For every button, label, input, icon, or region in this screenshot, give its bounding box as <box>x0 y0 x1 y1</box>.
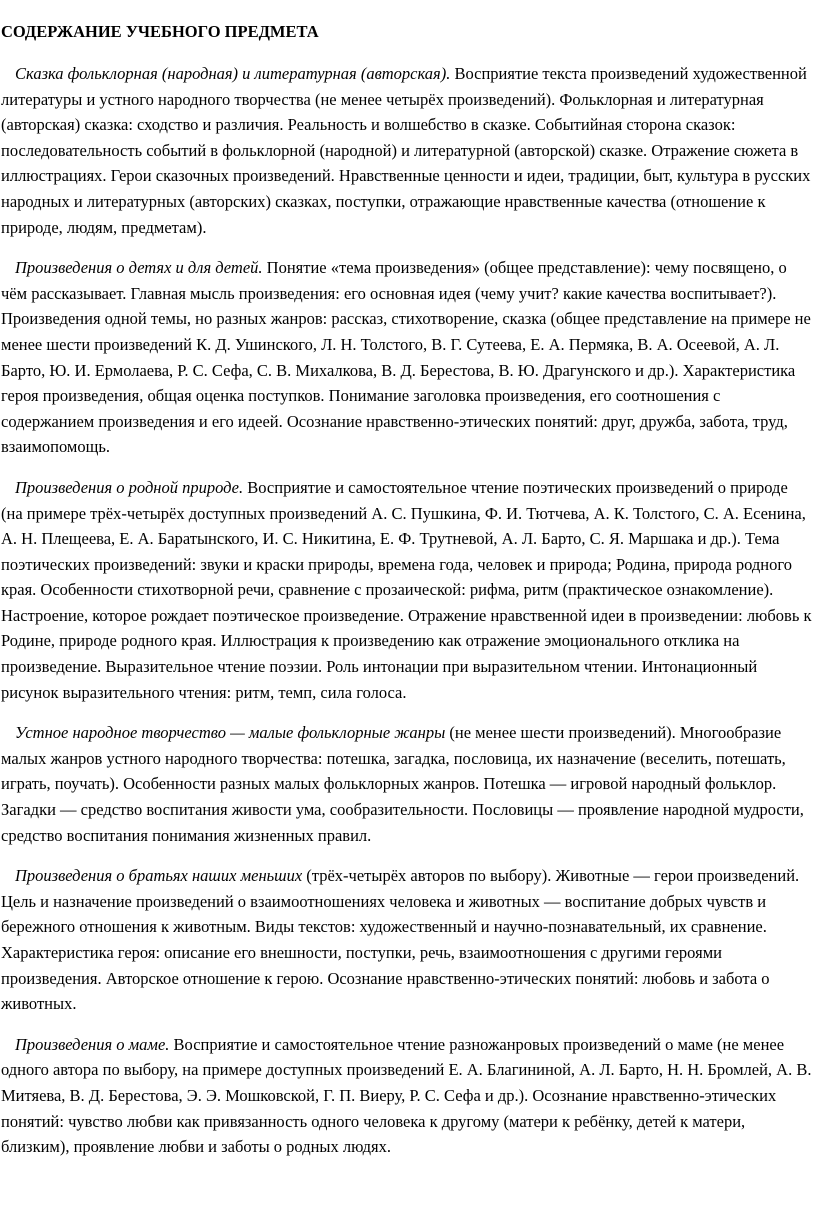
section-animals <box>1 863 812 1017</box>
section-text: Восприятие и самостоятельное чтение поэтических произведений о природе (на примере трёх-четырёх доступных произведений А. С. Пушкина, Ф. И. Тютчева, А. К. Толстого, С. А. Есенина, А. Н. Плещеева, Е. А. Баратынского, И. С. Никитина, Е. Ф. Трутневой, А. Л. Барто, С. Я. Маршака и др.). Тема поэтических произведений: звуки и краски природы, времена года, человек и природа; Родина, природа родного края. Особенности стихотворной речи, сравнение с прозаической: рифма, ритм (практическое ознакомление). Настроение, которое рождает поэтическое произведение. Отражение нравственной идеи в произведении: любовь к Родине, природе родного края. Иллюстрация к произведению как отражение эмоционального отклика на произведение. Выразительное чтение поэзии. Роль интонации при выразительном чтении. Интонационный рисунок выразительного чтения: ритм, темп, сила голоса. <box>1 477 812 702</box>
section-lead: Произведения о детях и для детей. <box>15 258 263 278</box>
section-lead: Устное народное творчество — малые фольклорные жанры <box>15 723 446 743</box>
section-text: (не менее шести произведений). Многообразие малых жанров устного народного творчества: потешка, загадка, пословица, их назначение (веселить, потешать, играть, поучать). Особенности разных малых фольклорных жанров. Потешка — игровой народный фольклор. Загадки — средство воспитания живости ума, сообразительности. Пословицы — проявление народной мудрости, средство воспитания понимания жизненных правил. <box>1 723 804 845</box>
section-lead: Сказка фольклорная (народная) и литературная (авторская). <box>15 64 451 83</box>
section-nature <box>1 475 812 705</box>
section-children <box>1 255 812 460</box>
section-fairy-tales <box>1 61 812 240</box>
section-folklore <box>1 720 812 848</box>
section-mother <box>1 1032 812 1160</box>
section-text: Восприятие текста произведений художественной литературы и устного народного творчества (не менее четырёх произведений). Фольклорная и литературная (авторская) сказка: сходство и различия. Реальность и волшебство в сказке. Событийная сторона сказок: последовательность событий в фольклорной (народной) и литературной (авторской) сказке. Отражение сюжета в иллюстрациях. Герои сказочных произведений. Нравственные ценности и идеи, традиции, быт, культура в русских народных и литературных (авторских) сказках, поступки, отражающие нравственные качества (отношение к природе, людям, предметам). <box>1 64 811 237</box>
section-lead: Произведения о маме. <box>15 1034 170 1054</box>
section-text: Восприятие и самостоятельное чтение разножанровых произведений о маме (не менее одного автора по выбору, на примере доступных произведений Е. А. Благининой, А. Л. Барто, Н. Н. Бромлей, А. В. Митяева, В. Д. Берестова, Э. Э. Мошковской, Г. П. Виеру, Р. С. Сефа и др.). Осознание нравственно-этических понятий: чувство любви как привязанность одного человека к другому (матери к ребёнку, детей к матери, близким), проявление любви и заботы о родных людях. <box>1 1034 812 1157</box>
section-text: Понятие «тема произведения» (общее представление): чему посвящено, о чём рассказывает. Главная мысль произведения: его основная идея (чему учит? какие качества воспитывает?). Произведения одной темы, но разных жанров: рассказ, стихотворение, сказка (общее представление на примере не менее шести произведений К. Д. Ушинского, Л. Н. Толстого, В. Г. Сутеева, Е. А. Пермяка, В. А. Осеевой, А. Л. Барто, Ю. И. Ермолаева, Р. С. Сефа, С. В. Михалкова, В. Д. Берестова, В. Ю. Драгунского и др.). Характеристика героя произведения, общая оценка поступков. Понимание заголовка произведения, его соотношения с содержанием произведения и его идеей. Осознание нравственно-этических понятий: друг, дружба, забота, труд, взаимопомощь. <box>1 258 811 457</box>
section-lead: Произведения о братьях наших меньших <box>15 866 303 886</box>
section-lead: Произведения о родной природе. <box>15 477 244 497</box>
document-title: СОДЕРЖАНИЕ УЧЕБНОГО ПРЕДМЕТА <box>1 22 319 41</box>
section-text: (трёх-четырёх авторов по выбору). Животные — герои произведений. Цель и назначение произведений о взаимоотношениях человека и животных — воспитание добрых чувств и бережного отношения к животным. Виды текстов: художественный и научно-познавательный, их сравнение. Характеристика героя: описание его внешности, поступки, речь, взаимоотношения с другими героями произведения. Авторское отношение к герою. Осознание нравственно-этических понятий: любовь и забота о животных. <box>1 866 800 1014</box>
